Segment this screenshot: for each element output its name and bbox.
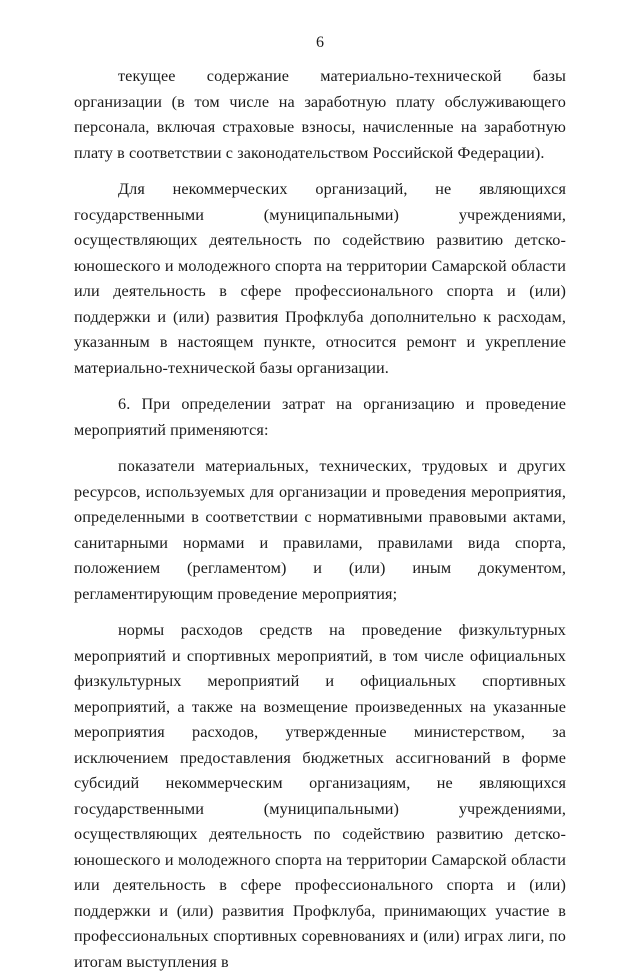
document-body xyxy=(74,64,566,975)
paragraph-expense-norms: нормы расходов средств на проведение физкультурных мероприятий и спортивных мероприятий, в том числе официальных физкультурных мероприятий и официальных спортивных мероприятий, а также на возмещение произведенных на указанные мероприятия расходов, утвержденные министерством, за исключением предоставления бюджетных ассигнований в форме субсидий некоммерческим организациям, не являющихся государственными (муниципальными) учреждениями, осуществляющих деятельность по содействию развитию детско-юношеского и молодежного спорта на территории Самарской области или деятельность в сфере профессионального спорта и (или) поддержки и (или) развития Профклуба, принимающих участие в профессиональных спортивных соревнованиях и (или) играх лиги, по итогам выступления в xyxy=(74,621,566,971)
paragraph-item-6: 6. При определении затрат на организацию и проведение мероприятий применяются: xyxy=(74,395,566,439)
paragraph-nonprofit-organizations: Для некоммерческих организаций, не являющихся государственными (муниципальными) учреждениями, осуществляющих деятельность по содействию развитию детско-юношеского и молодежного спорта на территории Самарской области или деятельность в сфере профессионального спорта и (или) поддержки и (или) развития Профклуба дополнительно к расходам, указанным в настоящем пункте, относится ремонт и укрепление материально-технической базы организации. xyxy=(74,180,566,377)
page-number: 6 xyxy=(316,34,324,51)
paragraph-material-base: текущее содержание материально-технической базы организации (в том числе на заработную плату обслуживающего персонала, включая страховые взносы, начисленные на заработную плату в соответствии с законодательством Российской Федерации). xyxy=(74,67,566,162)
paragraph-resource-indicators: показатели материальных, технических, трудовых и других ресурсов, используемых для организации и проведения мероприятия, определенными в соответствии с нормативными правовыми актами, санитарными нормами и правилами, правилами вида спорта, положением (регламентом) и (или) иным документом, регламентирующим проведение мероприятия; xyxy=(74,457,566,603)
